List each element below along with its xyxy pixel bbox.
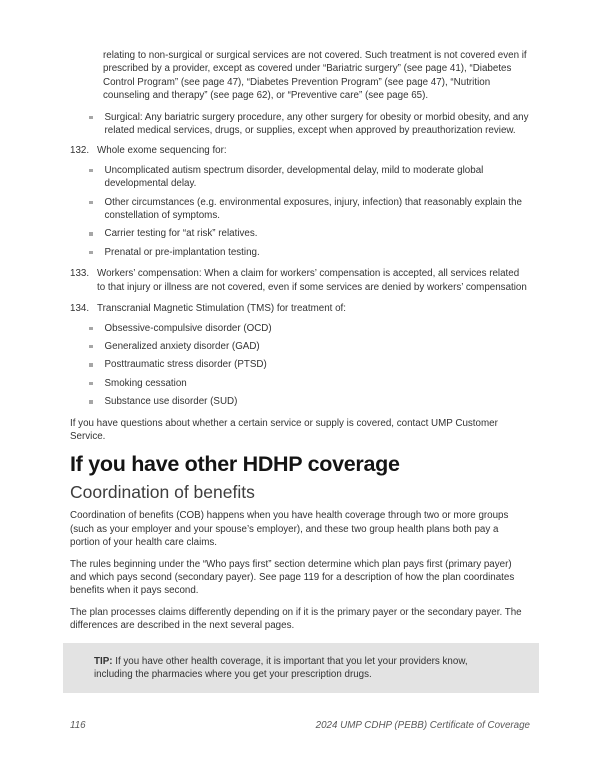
bullet-square-icon xyxy=(89,345,93,349)
subsection-heading: Coordination of benefits xyxy=(70,482,255,503)
bullet-text: Smoking cessation xyxy=(104,377,187,389)
item-number: 134. xyxy=(70,303,90,315)
bullet-item xyxy=(89,246,530,259)
bullet-item xyxy=(89,164,530,191)
bullet-item xyxy=(89,196,530,223)
footer-page-number: 116 xyxy=(70,720,86,731)
numbered-item-133 xyxy=(70,267,530,294)
continuation-paragraph: relating to non-surgical or surgical services are not covered. Such treatment is not covered even if prescribed by a provider, except as covered under “Bariatric surgery” (see page 41), “Diabetes Control Program” (see page 47), “Diabetes Prevention Program” (see page 47), “Nutrition counseling and therapy” (see page 62), or “Preventive care” (see page 65). xyxy=(103,50,527,102)
bullet-item xyxy=(89,322,530,335)
numbered-item-134 xyxy=(70,302,530,315)
bullet-item xyxy=(89,395,530,408)
bullet-text: Posttraumatic stress disorder (PTSD) xyxy=(104,359,267,371)
item-text: Whole exome sequencing for: xyxy=(97,145,227,157)
bullet-square-icon xyxy=(89,363,93,367)
item-number: 133. xyxy=(70,268,90,280)
bullet-text: Surgical: Any bariatric surgery procedure, any other surgery for obesity or morbid obesity, and any related medical services, drugs, or supplies, except when approved by preauthorization review. xyxy=(104,111,529,137)
numbered-item-132 xyxy=(70,144,530,157)
bullet-square-icon xyxy=(89,169,93,173)
bullet-text: Generalized anxiety disorder (GAD) xyxy=(104,340,260,352)
bullet-item xyxy=(89,227,530,240)
bullet-text: Uncomplicated autism spectrum disorder, developmental delay, mild to moderate global developmental delay. xyxy=(104,164,484,190)
bullet-square-icon xyxy=(89,116,93,120)
bullet-item xyxy=(89,340,530,353)
item-text: Transcranial Magnetic Stimulation (TMS) for treatment of: xyxy=(97,303,346,315)
item-text: Workers’ compensation: When a claim for workers’ compensation is accepted, all services related to that injury or illness are not covered, even if some services are denied by workers’ compensation xyxy=(97,268,527,293)
cob-paragraph-3: The plan processes claims differently depending on if it is the primary payer or the secondary payer. The differences are described in the next several pages. xyxy=(70,606,522,632)
cob-paragraph-2: The rules beginning under the “Who pays first” section determine which plan pays first (primary payer) and which pays second (secondary payer). See page 119 for a description of how the plan coordinates benefits when it pays second. xyxy=(70,558,515,597)
cob-paragraph-1: Coordination of benefits (COB) happens when you have health coverage through two or more groups (such as your employer and your spouse’s employer), and these two group health plans both pay a portion of your health care claims. xyxy=(70,510,509,549)
footer-document-title: 2024 UMP CDHP (PEBB) Certificate of Coverage xyxy=(315,720,530,731)
tip-text: If you have other health coverage, it is important that you let your providers know, including the pharmacies where you get your prescription drugs. xyxy=(94,655,468,680)
bullet-item xyxy=(89,377,530,390)
bullet-square-icon xyxy=(89,327,93,331)
tip-callout-box xyxy=(63,643,539,694)
bullet-square-icon xyxy=(89,382,93,386)
section-heading: If you have other HDHP coverage xyxy=(70,452,400,477)
bullet-text: Substance use disorder (SUD) xyxy=(104,396,238,408)
page-footer xyxy=(70,719,530,732)
bullet-text: Other circumstances (e.g. environmental exposures, injury, infection) that reasonably explain the constellation of symptoms. xyxy=(104,196,522,222)
item-number: 132. xyxy=(70,145,90,157)
bullet-item xyxy=(89,358,530,371)
bullet-text: Prenatal or pre-implantation testing. xyxy=(104,246,260,258)
bullet-square-icon xyxy=(89,232,93,236)
tip-label: TIP: xyxy=(94,655,113,667)
bullet-text: Obsessive-compulsive disorder (OCD) xyxy=(104,322,272,334)
page-content xyxy=(70,49,530,693)
bullet-square-icon xyxy=(89,251,93,255)
bullet-square-icon xyxy=(89,201,93,205)
bullet-item-surgical xyxy=(89,111,530,138)
bullet-square-icon xyxy=(89,400,93,404)
questions-paragraph: If you have questions about whether a certain service or supply is covered, contact UMP Customer Service. xyxy=(70,417,498,442)
bullet-text: Carrier testing for “at risk” relatives. xyxy=(104,228,258,240)
